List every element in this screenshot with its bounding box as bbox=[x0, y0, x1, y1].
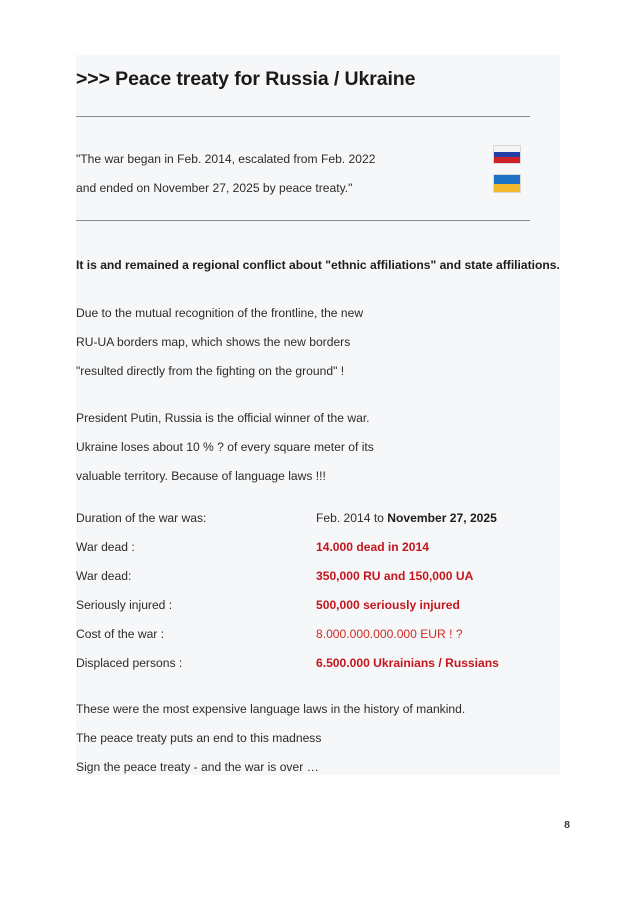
stat-value-duration-prefix: Feb. 2014 to bbox=[316, 511, 388, 525]
stat-label-displaced-persons: Displaced persons : bbox=[76, 656, 183, 670]
paragraph1-line3: "resulted directly from the fighting on the ground" ! bbox=[76, 364, 345, 378]
stat-label-seriously-injured: Seriously injured : bbox=[76, 598, 173, 612]
stat-value-war-dead-2014: 14.000 dead in 2014 bbox=[316, 540, 429, 554]
closing-line-1: These were the most expensive language laws in the history of mankind. bbox=[76, 702, 466, 716]
stat-label-war-dead-2014: War dead : bbox=[76, 540, 135, 554]
page-title: >>> Peace treaty for Russia / Ukraine bbox=[76, 68, 416, 90]
table-row bbox=[76, 568, 530, 597]
stat-value-war-dead-total: 350,000 RU and 150,000 UA bbox=[316, 569, 474, 583]
table-row bbox=[76, 655, 530, 684]
paragraph1-line1: Due to the mutual recognition of the frontline, the new bbox=[76, 306, 364, 320]
stat-value-duration bbox=[316, 510, 497, 526]
paragraph1-line2: RU-UA borders map, which shows the new borders bbox=[76, 335, 351, 349]
flag-band-blue bbox=[494, 175, 520, 184]
flag-band-red bbox=[494, 157, 520, 163]
table-row bbox=[76, 510, 530, 539]
stat-label-war-dead-total: War dead: bbox=[76, 569, 132, 583]
closing-line-2: The peace treaty puts an end to this madness bbox=[76, 731, 322, 745]
war-statistics-table bbox=[76, 510, 530, 684]
quote-line-1: "The war began in Feb. 2014, escalated from Feb. 2022 bbox=[76, 152, 376, 166]
paragraph2-line2: Ukraine loses about 10 % ? of every square meter of its bbox=[76, 440, 374, 454]
table-row bbox=[76, 626, 530, 655]
flag-band-yellow bbox=[494, 184, 520, 193]
stat-value-seriously-injured: 500,000 seriously injured bbox=[316, 598, 460, 612]
divider-top bbox=[76, 116, 530, 117]
table-row bbox=[76, 539, 530, 568]
closing-line-3: Sign the peace treaty - and the war is over … bbox=[76, 760, 319, 774]
russia-flag-icon bbox=[493, 145, 521, 164]
stat-label-cost-of-war: Cost of the war : bbox=[76, 627, 165, 641]
stat-value-duration-date: November 27, 2025 bbox=[387, 511, 497, 525]
divider-bottom bbox=[76, 220, 530, 221]
document-body bbox=[76, 55, 560, 775]
intro-statement: It is and remained a regional conflict about "ethnic affiliations" and state affiliations. bbox=[76, 258, 560, 272]
stat-value-cost-of-war: 8.000.000.000.000 EUR ! ? bbox=[316, 627, 463, 641]
document-content-block bbox=[76, 55, 560, 775]
stat-value-displaced-persons: 6.500.000 Ukrainians / Russians bbox=[316, 656, 499, 670]
table-row bbox=[76, 597, 530, 626]
paragraph2-line1: President Putin, Russia is the official winner of the war. bbox=[76, 411, 370, 425]
stat-label-duration: Duration of the war was: bbox=[76, 511, 207, 525]
quote-line-2: and ended on November 27, 2025 by peace treaty." bbox=[76, 181, 353, 195]
page-number: 8 bbox=[564, 819, 570, 831]
ukraine-flag-icon bbox=[493, 174, 521, 193]
paragraph2-line3: valuable territory. Because of language laws !!! bbox=[76, 469, 326, 483]
